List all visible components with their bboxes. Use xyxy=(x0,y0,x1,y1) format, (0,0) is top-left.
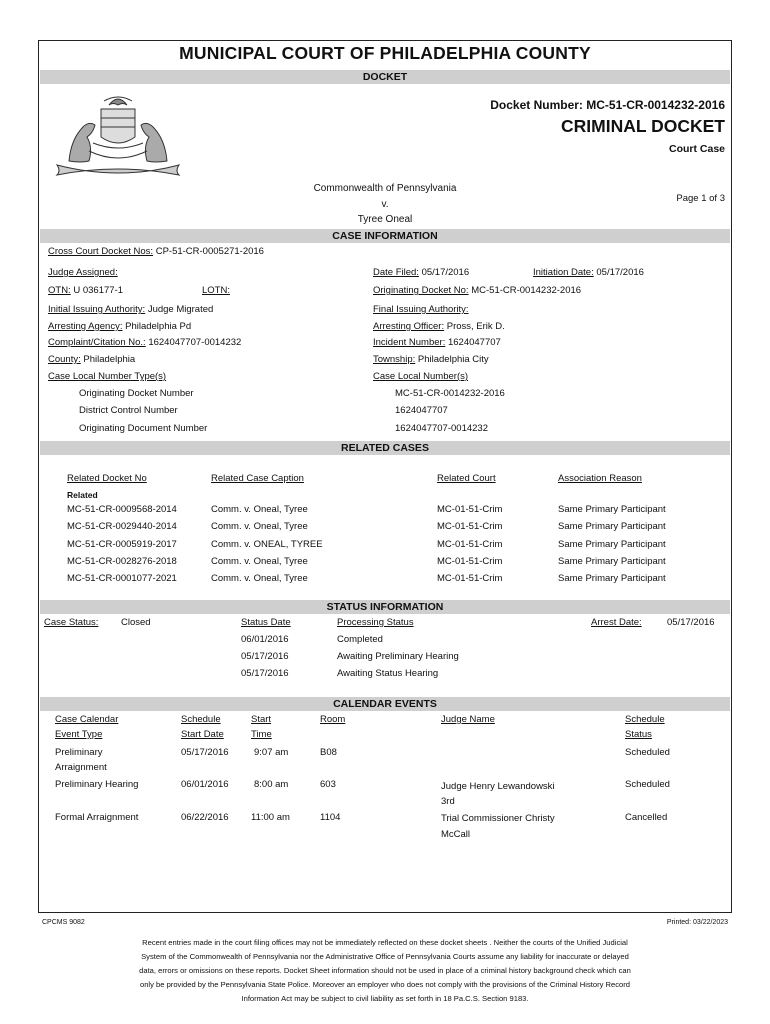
related-reason: Same Primary Participant xyxy=(558,521,666,532)
cal-h-status-1: Schedule xyxy=(625,714,665,725)
printed-date: Printed: 03/22/2023 xyxy=(666,919,728,926)
related-court: MC-01-51-Crim xyxy=(437,521,503,532)
arresting-agency-label: Arresting Agency: xyxy=(48,321,123,332)
cal-status: Cancelled xyxy=(625,812,668,823)
status-date: 05/17/2016 xyxy=(241,651,289,662)
cal-status: Scheduled xyxy=(625,779,670,790)
local-type-item: Originating Docket Number xyxy=(79,388,194,399)
cal-event: Preliminary Hearing xyxy=(55,779,139,790)
related-reason: Same Primary Participant xyxy=(558,504,666,515)
arresting-officer-value: Pross, Erik D. xyxy=(446,321,505,332)
cal-time: 9:07 am xyxy=(254,747,289,758)
cal-h-event-2: Event Type xyxy=(55,729,103,740)
processing-status: Awaiting Preliminary Hearing xyxy=(337,651,459,662)
initial-auth-row xyxy=(48,304,213,315)
status-date: 05/17/2016 xyxy=(241,668,289,679)
disclaimer-line: Recent entries made in the court filing offices may not be immediately reflected on these docket sheets . Neither the courts of the Unified Judicial xyxy=(142,938,628,947)
related-court: MC-01-51-Crim xyxy=(437,556,503,567)
otn-row xyxy=(48,285,123,296)
cal-date: 05/17/2016 xyxy=(181,747,229,758)
defendant: Tyree Oneal xyxy=(357,214,413,225)
otn-value: U 036177-1 xyxy=(73,285,123,296)
related-col-reason: Association Reason xyxy=(558,473,642,484)
docket-bar: DOCKET xyxy=(40,70,730,84)
case-kind: Court Case xyxy=(668,143,725,155)
status-date-label: Status Date xyxy=(241,617,291,628)
related-reason: Same Primary Participant xyxy=(558,539,666,550)
versus: v. xyxy=(381,199,389,210)
related-cases-bar: RELATED CASES xyxy=(40,441,730,455)
processing-status-label: Processing Status xyxy=(337,617,414,628)
arresting-officer-row xyxy=(373,321,505,332)
page-indicator: Page 1 of 3 xyxy=(676,193,725,204)
related-reason: Same Primary Participant xyxy=(558,556,666,567)
township-label: Township: xyxy=(373,354,416,365)
related-caption: Comm. v. ONEAL, TYREE xyxy=(211,539,323,550)
disclaimer-line: System of the Commonwealth of Pennsylvania nor the Administrative Office of Pennsylvania Courts assume any liability for inaccurate or delayed xyxy=(141,952,629,961)
cal-event: Formal Arraignment xyxy=(55,812,139,823)
orig-docket-label: Originating Docket No: xyxy=(373,285,469,296)
local-number-label: Case Local Number(s) xyxy=(373,371,469,382)
township-row xyxy=(373,354,489,365)
case-info-bar: CASE INFORMATION xyxy=(40,229,730,243)
cross-court-label: Cross Court Docket Nos: xyxy=(48,246,154,257)
orig-docket-row xyxy=(373,285,581,296)
arresting-agency-row xyxy=(48,321,191,332)
cal-h-status-2: Status xyxy=(625,729,652,740)
incident-row xyxy=(373,337,501,348)
docket-type: CRIMINAL DOCKET xyxy=(561,116,725,136)
complaint-row xyxy=(48,337,241,348)
processing-status: Completed xyxy=(337,634,383,645)
status-info-bar: STATUS INFORMATION xyxy=(40,600,730,614)
cal-event-cont: Arraignment xyxy=(55,762,107,773)
cal-status: Scheduled xyxy=(625,747,670,758)
related-col-court: Related Court xyxy=(437,473,496,484)
disclaimer-line: Information Act may be subject to civil liability as set forth in 18 Pa.C.S. Section 9183. xyxy=(241,994,529,1003)
otn-label: OTN: xyxy=(48,285,71,296)
county-row xyxy=(48,354,135,365)
related-caption: Comm. v. Oneal, Tyree xyxy=(211,504,308,515)
status-date: 06/01/2016 xyxy=(241,634,289,645)
case-status-label: Case Status: xyxy=(44,617,99,628)
initiation-row xyxy=(533,267,644,278)
related-caption: Comm. v. Oneal, Tyree xyxy=(211,556,308,567)
initiation-label: Initiation Date: xyxy=(533,267,594,278)
orig-docket-value: MC-51-CR-0014232-2016 xyxy=(471,285,582,296)
related-court: MC-01-51-Crim xyxy=(437,504,503,515)
related-docket: MC-51-CR-0029440-2014 xyxy=(67,521,177,532)
cal-room: 603 xyxy=(320,779,336,790)
date-filed-row xyxy=(373,267,469,278)
cal-date: 06/22/2016 xyxy=(181,812,229,823)
cal-h-time-2: Time xyxy=(251,729,272,740)
lotn-label: LOTN: xyxy=(202,285,230,296)
related-col-caption: Related Case Caption xyxy=(211,473,304,484)
incident-label: Incident Number: xyxy=(373,337,446,348)
cal-judge: Trial Commissioner Christy xyxy=(441,813,555,824)
cal-room: 1104 xyxy=(320,812,341,823)
related-docket: MC-51-CR-0005919-2017 xyxy=(67,539,177,550)
cal-h-time-1: Start xyxy=(251,714,272,725)
cal-date: 06/01/2016 xyxy=(181,779,229,790)
cal-judge: Judge Henry Lewandowski xyxy=(441,781,555,792)
initiation-value: 05/17/2016 xyxy=(596,267,644,278)
local-number-item: MC-51-CR-0014232-2016 xyxy=(395,388,505,399)
related-docket: MC-51-CR-0028276-2018 xyxy=(67,556,177,567)
related-caption: Comm. v. Oneal, Tyree xyxy=(211,521,308,532)
cal-h-event-1: Case Calendar xyxy=(55,714,119,725)
county-label: County: xyxy=(48,354,81,365)
local-number-item: 1624047707 xyxy=(395,405,448,416)
related-caption: Comm. v. Oneal, Tyree xyxy=(211,573,308,584)
related-col-docket: Related Docket No xyxy=(67,473,147,484)
case-status-value: Closed xyxy=(121,617,151,628)
date-filed-label: Date Filed: xyxy=(373,267,419,278)
cal-event: Preliminary xyxy=(55,747,103,758)
initial-auth-value: Judge Migrated xyxy=(147,304,214,315)
disclaimer xyxy=(60,936,710,1006)
related-reason: Same Primary Participant xyxy=(558,573,666,584)
final-auth-label: Final Issuing Authority: xyxy=(373,304,469,315)
complaint-label: Complaint/Citation No.: xyxy=(48,337,146,348)
docket-number: Docket Number: MC-51-CR-0014232-2016 xyxy=(490,98,725,112)
judge-assigned-label: Judge Assigned: xyxy=(48,267,118,278)
docket-frame xyxy=(38,40,732,913)
local-type-item: District Control Number xyxy=(79,405,178,416)
local-type-label: Case Local Number Type(s) xyxy=(48,371,167,382)
arresting-agency-value: Philadelphia Pd xyxy=(125,321,192,332)
court-title: MUNICIPAL COURT OF PHILADELPHIA COUNTY xyxy=(179,43,591,63)
cal-h-date-2: Start Date xyxy=(181,729,224,740)
cross-court-value: CP-51-CR-0005271-2016 xyxy=(155,246,264,257)
cal-time: 8:00 am xyxy=(254,779,289,790)
cal-h-date-1: Schedule xyxy=(181,714,221,725)
cal-room: B08 xyxy=(320,747,337,758)
form-id: CPCMS 9082 xyxy=(42,919,85,926)
calendar-events-bar: CALENDAR EVENTS xyxy=(40,697,730,711)
local-number-item: 1624047707-0014232 xyxy=(395,423,488,434)
county-value: Philadelphia xyxy=(83,354,136,365)
initial-auth-label: Initial Issuing Authority: xyxy=(48,304,146,315)
arrest-date-label: Arrest Date: xyxy=(591,617,642,628)
cal-h-judge: Judge Name xyxy=(441,714,495,725)
related-docket: MC-51-CR-0009568-2014 xyxy=(67,504,177,515)
cross-court-row xyxy=(48,246,264,257)
cal-time: 11:00 am xyxy=(251,812,290,823)
incident-value: 1624047707 xyxy=(447,337,501,348)
plaintiff: Commonwealth of Pennsylvania xyxy=(313,183,457,194)
arresting-officer-label: Arresting Officer: xyxy=(373,321,445,332)
processing-status: Awaiting Status Hearing xyxy=(337,668,439,679)
disclaimer-line: only be provided by the Pennsylvania State Police. Moreover an employer who does not comply with the provisions of the Criminal History Record xyxy=(139,980,631,989)
pennsylvania-coat-of-arms-icon xyxy=(49,91,187,177)
local-type-item: Originating Document Number xyxy=(79,423,208,434)
related-court: MC-01-51-Crim xyxy=(437,539,503,550)
date-filed-value: 05/17/2016 xyxy=(421,267,470,278)
township-value: Philadelphia City xyxy=(417,354,489,365)
related-docket: MC-51-CR-0001077-2021 xyxy=(67,573,177,584)
cal-h-room: Room xyxy=(320,714,346,725)
cal-judge-cont: McCall xyxy=(441,829,471,840)
arrest-date-value: 05/17/2016 xyxy=(667,617,715,628)
complaint-value: 1624047707-0014232 xyxy=(148,337,242,348)
cal-judge-cont: 3rd xyxy=(441,796,455,807)
related-court: MC-01-51-Crim xyxy=(437,573,503,584)
disclaimer-line: data, errors or omissions on these reports. Docket Sheet information should not be used in place of a criminal history background check which can xyxy=(139,966,631,975)
related-group-label: Related xyxy=(67,490,98,500)
